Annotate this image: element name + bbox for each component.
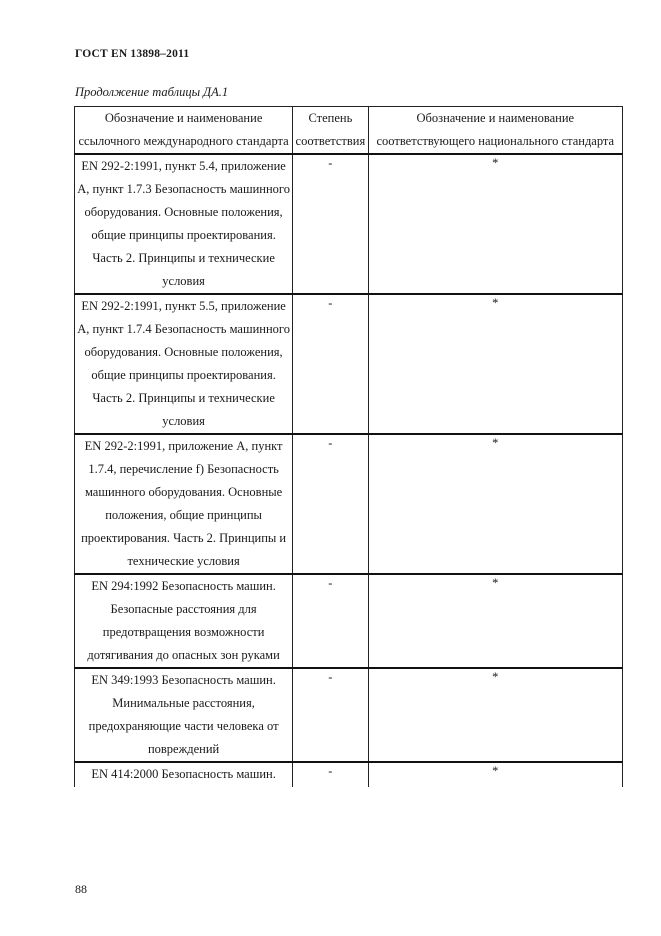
national-standard-cell: *: [368, 154, 622, 294]
national-standard-cell: *: [368, 434, 622, 574]
national-standard-cell: *: [368, 574, 622, 668]
reference-cell: EN 294:1992 Безопасность машин. Безопасные расстояния для предотвращения возможности дотягивания до опасных зон руками: [75, 574, 293, 668]
column-header-reference: Обозначение и наименование ссылочного международного стандарта: [75, 107, 293, 155]
reference-cell: EN 292-2:1991, приложение А, пункт 1.7.4, перечисление f) Безопасность машинного оборудования. Основные положения, общие принципы проектирования. Часть 2. Принципы и технические условия: [75, 434, 293, 574]
table-row: [75, 434, 623, 574]
reference-cell: EN 292-2:1991, пункт 5.5, приложение А, пункт 1.7.4 Безопасность машинного оборудования. Основные положения, общие принципы проектирования. Часть 2. Принципы и технические условия: [75, 294, 293, 434]
degree-cell: -: [293, 294, 368, 434]
degree-cell: -: [293, 574, 368, 668]
table-row: [75, 154, 623, 294]
column-header-degree: Степень соответствия: [293, 107, 368, 155]
page-number: 88: [75, 882, 87, 896]
degree-cell: -: [293, 762, 368, 787]
degree-cell: -: [293, 154, 368, 294]
national-standard-cell: *: [368, 294, 622, 434]
table-row: [75, 294, 623, 434]
table-header-row: [75, 107, 623, 155]
table-row: [75, 762, 623, 787]
table-caption: Продолжение таблицы ДА.1: [75, 85, 229, 99]
reference-table: [74, 106, 623, 787]
document-code-header: ГОСТ EN 13898–2011: [75, 48, 190, 60]
table-row: [75, 668, 623, 762]
national-standard-cell: *: [368, 762, 622, 787]
reference-cell: EN 292-2:1991, пункт 5.4, приложение А, пункт 1.7.3 Безопасность машинного оборудования. Основные положения, общие принципы проектирования. Часть 2. Принципы и технические условия: [75, 154, 293, 294]
degree-cell: -: [293, 668, 368, 762]
column-header-national: Обозначение и наименование соответствующего национального стандарта: [368, 107, 622, 155]
national-standard-cell: *: [368, 668, 622, 762]
reference-cell: EN 349:1993 Безопасность машин. Минимальные расстояния, предохраняющие части человека от повреждений: [75, 668, 293, 762]
reference-cell: EN 414:2000 Безопасность машин.: [75, 762, 293, 787]
table-row: [75, 574, 623, 668]
degree-cell: -: [293, 434, 368, 574]
